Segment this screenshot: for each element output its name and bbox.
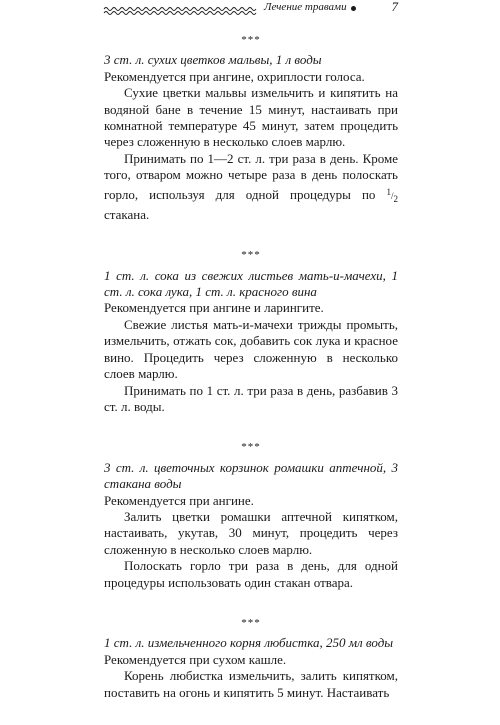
recipe-ingredients: 1 ст. л. измельченного корня любистка, 250 мл воды	[104, 635, 394, 651]
bullet-ornament	[351, 6, 356, 11]
section-separator: ***	[241, 616, 261, 629]
recipe-ingredients: 3 ст. л. сухих цветков мальвы, 1 л воды	[104, 52, 322, 68]
fraction-numerator: 1	[386, 186, 391, 197]
page-content	[104, 32, 398, 725]
recipe-paragraph: Сухие цветки мальвы измельчить и кипятить на водяной бане в течение 15 минут, настаивать при комнатной температуре 45 минут, затем процедить через сложенную в несколько слоев марлю.	[104, 85, 398, 150]
recipe-ingredients: 3 ст. л. цветочных корзинок ромашки аптечной, 3 стакана воды	[104, 459, 398, 492]
recipe-paragraph-with-fraction	[104, 151, 398, 223]
fraction-tail-text: стакана.	[104, 206, 150, 222]
recipe-paragraph: Полоскать горло три раза в день, для одной процедуры использовать один стакан отвара.	[104, 558, 398, 590]
recipe-paragraph: Корень любистка измельчить, залить кипятком, поставить на огонь и кипятить 5 минут. Настаивать	[104, 668, 398, 700]
fraction-one-half: $^1/_2$	[386, 186, 399, 204]
recipe-recommendation: Рекомендуется при ангине.	[104, 492, 254, 508]
recipe-block	[104, 439, 398, 591]
recipe-paragraph: Принимать по 1 ст. л. три раза в день, разбавив 3 ст. л. воды.	[104, 382, 398, 414]
fraction-denominator: 2	[393, 193, 399, 204]
recipe-recommendation: Рекомендуется при ангине, охриплости голоса.	[104, 68, 365, 84]
recipe-paragraph: Залить цветки ромашки аптечной кипятком, настаивать, укутав, 30 минут, процедить через сложенную в несколько слоев марлю.	[104, 508, 398, 557]
recipe-block	[104, 615, 398, 701]
recipe-recommendation: Рекомендуется при ангине и ларингите.	[104, 300, 324, 316]
wavy-rule-ornament	[104, 6, 258, 16]
recipe-recommendation: Рекомендуется при сухом кашле.	[104, 651, 287, 667]
recipe-block	[104, 32, 398, 223]
recipe-ingredients: 1 ст. л. сока из свежих листьев мать-и-мачехи, 1 ст. л. сока лука, 1 ст. л. красного вина	[104, 267, 398, 300]
section-separator: ***	[241, 34, 261, 46]
section-separator: ***	[241, 249, 261, 262]
section-separator: ***	[241, 441, 261, 454]
recipe-block	[104, 247, 398, 415]
page-number: 7	[391, 0, 398, 14]
page-header	[104, 0, 398, 26]
recipe-paragraph-text: Принимать по 1—2 ст. л. три раза в день. Кроме того, отваром можно четыре раза в день полоскать горло, используя для одной процедуры по	[104, 150, 398, 202]
running-title: Лечение травами	[264, 1, 347, 13]
recipe-paragraph: Свежие листья мать-и-мачехи трижды промыть, измельчить, отжать сок, добавить сок лука и красное вино. Процедить через сложенную в несколько слоев марлю.	[104, 316, 398, 382]
